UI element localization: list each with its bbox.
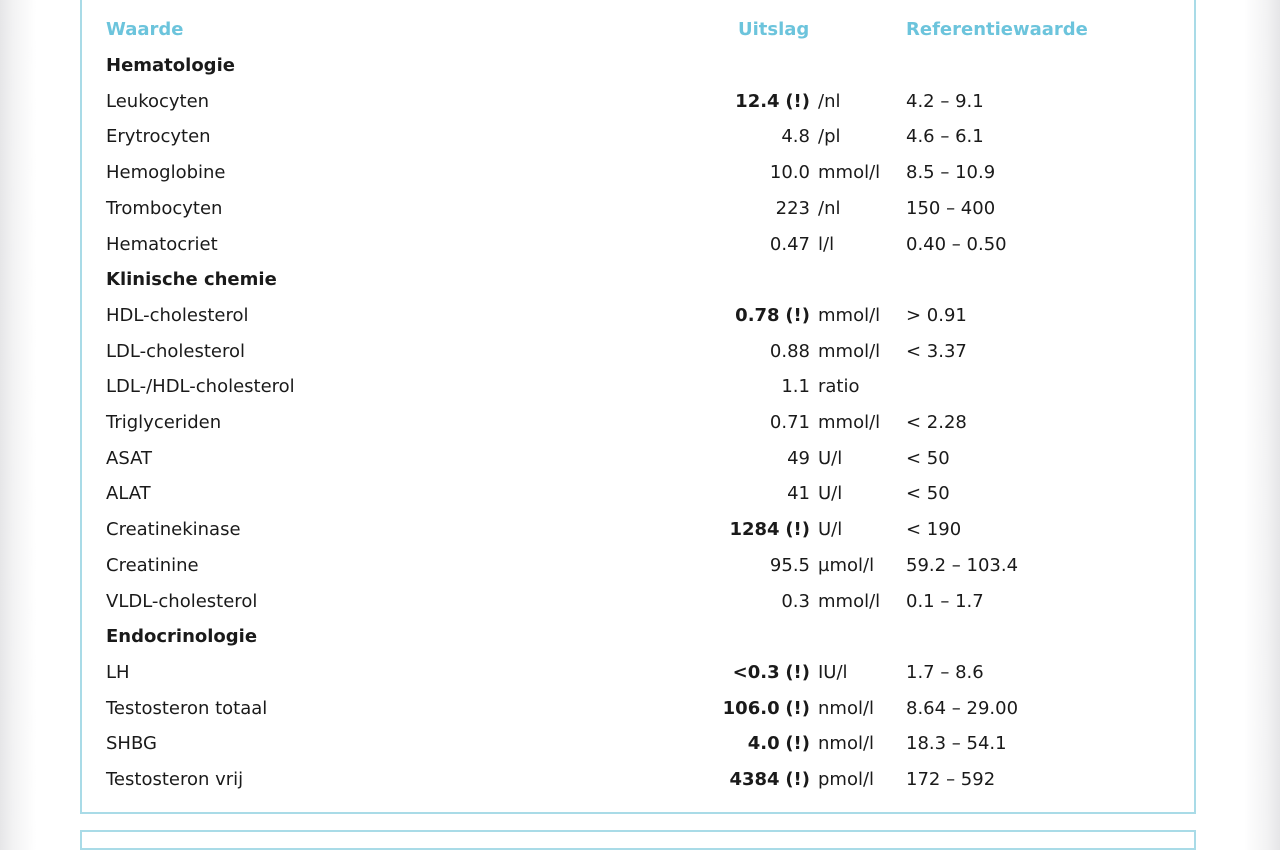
result-number: 95.5: [769, 554, 810, 576]
test-name: ASAT: [106, 447, 152, 469]
result-value: [781, 127, 810, 147]
result-unit: U/l: [818, 483, 843, 505]
table-row: [82, 342, 1194, 378]
result-unit: mmol/l: [818, 304, 881, 326]
table-row: [82, 520, 1194, 556]
table-row: [82, 92, 1194, 128]
reference-range: 8.64 – 29.00: [906, 697, 1019, 719]
test-name: LDL-/HDL-cholesterol: [106, 376, 295, 398]
result-number: 0.78: [735, 304, 780, 326]
result-value: [729, 520, 810, 540]
abnormal-flag: (!): [785, 519, 810, 541]
table-row: [82, 770, 1194, 806]
result-unit: mmol/l: [818, 412, 881, 433]
result-value: [770, 556, 810, 576]
test-name: Hemoglobine: [106, 162, 226, 184]
section-title: Hematologie: [106, 55, 235, 76]
result-number: <0.3: [732, 661, 780, 683]
next-panel: [80, 830, 1196, 850]
test-name: VLDL-cholesterol: [106, 590, 258, 612]
result-unit: IU/l: [818, 661, 848, 683]
result-value: [787, 449, 810, 469]
abnormal-flag: (!): [785, 90, 810, 112]
result-unit: nmol/l: [818, 697, 875, 719]
reference-range: > 0.91: [906, 304, 967, 326]
reference-range: < 50: [906, 483, 950, 505]
result-unit: nmol/l: [818, 733, 875, 755]
result-value: [770, 163, 810, 183]
table-row: [82, 734, 1194, 770]
reference-range: < 50: [906, 447, 950, 469]
table-row: [82, 163, 1194, 199]
test-name: ALAT: [106, 483, 151, 505]
table-row: [82, 413, 1194, 449]
abnormal-flag: (!): [785, 769, 810, 790]
test-name: HDL-cholesterol: [106, 304, 249, 326]
result-unit: mmol/l: [818, 590, 881, 612]
test-name: Creatinine: [106, 554, 199, 576]
reference-range: 0.1 – 1.7: [906, 590, 984, 612]
reference-range: 8.5 – 10.9: [906, 162, 996, 184]
section-heading: [82, 627, 1194, 663]
table-header: [82, 20, 1194, 56]
table-row: [82, 556, 1194, 592]
result-number: 223: [775, 197, 810, 219]
result-value: [748, 734, 810, 754]
result-value: [781, 377, 810, 397]
result-value: [770, 235, 810, 255]
test-name: Trombocyten: [106, 197, 223, 219]
header-name: Waarde: [106, 19, 184, 40]
table-row: [82, 199, 1194, 235]
result-unit: U/l: [818, 519, 843, 541]
section-title: Endocrinologie: [106, 626, 258, 648]
result-unit: /nl: [818, 197, 841, 219]
reference-range: 59.2 – 103.4: [906, 554, 1019, 576]
result-unit: mmol/l: [818, 162, 881, 184]
reference-range: 1.7 – 8.6: [906, 661, 984, 683]
test-name: LDL-cholesterol: [106, 340, 246, 362]
reference-range: < 3.37: [906, 340, 967, 362]
reference-range: 4.2 – 9.1: [906, 90, 984, 112]
test-name: Triglyceriden: [106, 412, 222, 433]
section-heading: [82, 56, 1194, 92]
result-unit: /nl: [818, 90, 841, 112]
table-row: [82, 699, 1194, 735]
table-row: [82, 449, 1194, 485]
reference-range: 4.6 – 6.1: [906, 126, 984, 148]
table-row: [82, 306, 1194, 342]
abnormal-flag: (!): [785, 661, 810, 683]
table-row: [82, 592, 1194, 628]
result-unit: pmol/l: [818, 769, 875, 790]
result-number: 49: [787, 447, 810, 469]
test-name: Hematocriet: [106, 233, 218, 255]
test-name: SHBG: [106, 733, 157, 755]
result-number: 10.0: [769, 162, 810, 184]
result-value: [729, 770, 810, 790]
abnormal-flag: (!): [785, 697, 810, 719]
reference-range: 150 – 400: [906, 197, 996, 219]
abnormal-flag: (!): [785, 733, 810, 755]
result-number: 4384: [729, 769, 780, 790]
result-number: 0.3: [781, 590, 810, 612]
result-number: 4.8: [781, 126, 810, 148]
result-value: [735, 92, 810, 112]
test-name: Leukocyten: [106, 90, 210, 112]
reference-range: < 190: [906, 519, 962, 541]
result-value: [770, 342, 810, 362]
table-row: [82, 127, 1194, 163]
result-number: 1284: [729, 519, 780, 541]
table-row: [82, 235, 1194, 271]
result-value: [787, 484, 810, 504]
reference-range: 18.3 – 54.1: [906, 733, 1007, 755]
section-heading: [82, 270, 1194, 306]
result-number: 0.71: [769, 412, 810, 433]
result-number: 0.88: [769, 340, 810, 362]
test-name: Creatinekinase: [106, 519, 241, 541]
result-unit: /pl: [818, 126, 841, 148]
result-value: [733, 663, 810, 683]
test-name: Testosteron vrij: [106, 769, 244, 790]
table-row: [82, 663, 1194, 699]
header-reference: Referentiewaarde: [906, 19, 1088, 40]
result-unit: U/l: [818, 447, 843, 469]
result-value: [735, 306, 810, 326]
reference-range: 0.40 – 0.50: [906, 233, 1007, 255]
lab-results-panel: [80, 0, 1196, 814]
result-number: 106.0: [722, 697, 780, 719]
header-result: Uitslag: [738, 19, 810, 40]
test-name: Erytrocyten: [106, 126, 211, 148]
result-number: 0.47: [769, 233, 810, 255]
abnormal-flag: (!): [785, 304, 810, 326]
table-row: [82, 484, 1194, 520]
reference-range: < 2.28: [906, 412, 967, 433]
reference-range: 172 – 592: [906, 769, 996, 790]
result-value: [776, 199, 810, 219]
result-value: [781, 592, 810, 612]
result-number: 1.1: [781, 376, 810, 398]
result-number: 4.0: [747, 733, 780, 755]
result-unit: mmol/l: [818, 340, 881, 362]
result-value: [723, 699, 810, 719]
result-unit: ratio: [818, 376, 860, 398]
result-number: 41: [787, 483, 810, 505]
test-name: LH: [106, 661, 130, 683]
section-title: Klinische chemie: [106, 269, 277, 291]
result-value: [770, 413, 810, 433]
table-row: [82, 377, 1194, 413]
result-number: 12.4: [735, 90, 780, 112]
result-unit: l/l: [818, 233, 835, 255]
test-name: Testosteron totaal: [106, 697, 268, 719]
result-unit: µmol/l: [818, 554, 875, 576]
